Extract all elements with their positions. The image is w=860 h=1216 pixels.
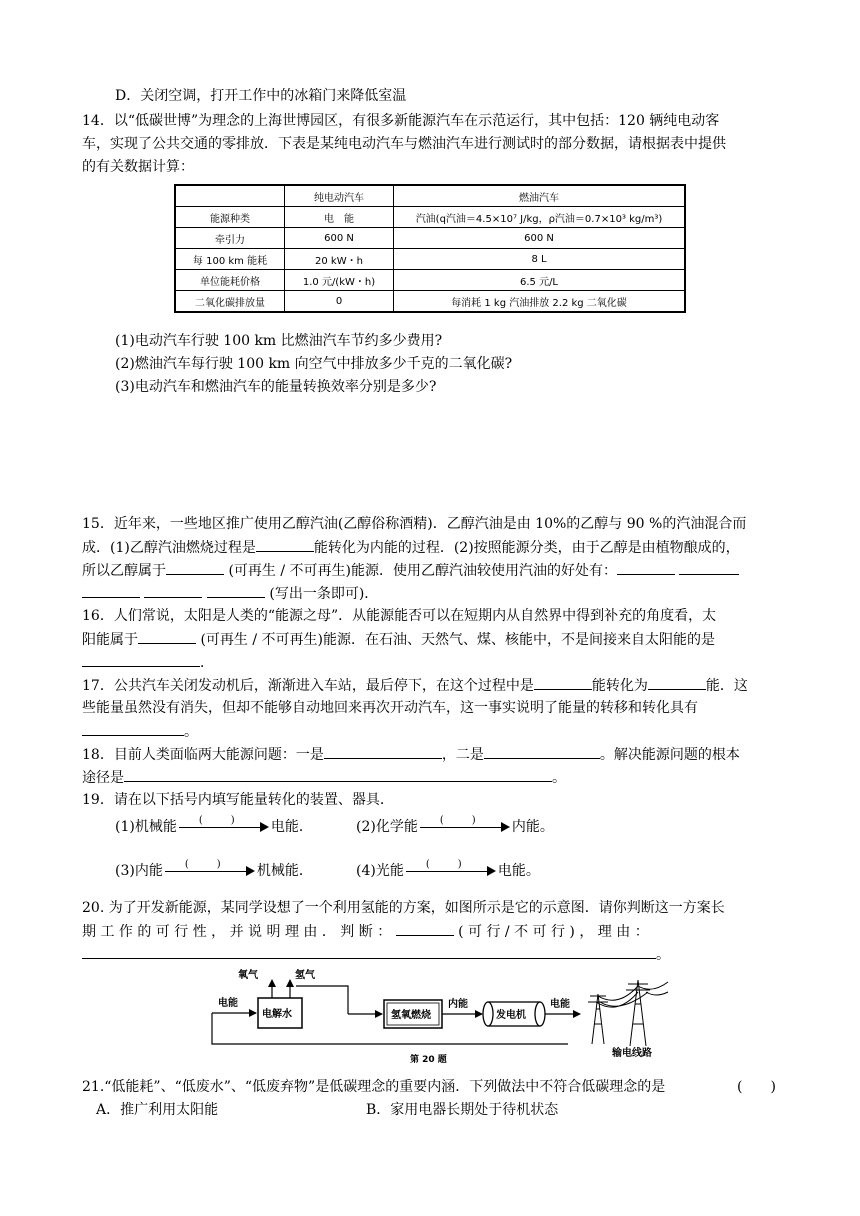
- q15-stem-line4: [82, 583, 782, 604]
- hydrogen-pipe: [296, 986, 348, 1014]
- q17-stem-line3: [82, 721, 782, 742]
- answer-blank[interactable]: [256, 537, 314, 552]
- power-in-label: 电能: [218, 998, 238, 1009]
- q19-from: (3)内能: [115, 863, 163, 879]
- answer-parentheses[interactable]: (): [184, 859, 249, 870]
- table-cell: 每 100 km 能耗: [175, 249, 285, 270]
- table-cell: 0: [285, 291, 394, 313]
- table-cell: 二氧化碳排放量: [175, 291, 285, 313]
- q20-stem-line1: 20. 为了开发新能源，某同学设想了一个利用氢能的方案，如图所示是它的示意图．请你判断这一方案长: [82, 900, 725, 916]
- q17-text: 17．公共汽车关闭发动机后，渐渐进入车站，最后停下，在这个过程中是: [82, 678, 534, 694]
- table-cell: 能源种类: [175, 207, 285, 228]
- table-row: [175, 249, 685, 270]
- table-row: [175, 207, 685, 228]
- table-cell: 纯电动汽车: [285, 185, 394, 207]
- q18-stem-line1: [82, 744, 782, 765]
- transmission-lines-label: 输电线路: [612, 1048, 652, 1059]
- q18-stem-line2: [82, 767, 782, 788]
- q16-text: (可再生 / 不可再生)能源．在石油、天然气、煤、核能中，不是间接来自太阳能的是: [196, 632, 715, 648]
- table-cell: 600 N: [394, 228, 686, 249]
- q19-item-2: [356, 816, 554, 838]
- q15-stem-line1: 15．近年来，一些地区推广使用乙醇汽油(乙醇俗称酒精)．乙醇汽油是由 10%的乙醇与 90 %的汽油混合而: [82, 516, 747, 532]
- q21-stem: [82, 1077, 782, 1097]
- q15-text: 能转化为内能的过程．(2)按照能源分类，由于乙醇是由植物酿成的，: [313, 540, 740, 556]
- q14-subquestion-1: (1)电动汽车行驶 100 km 比燃油汽车节约多少费用?: [115, 333, 443, 349]
- answer-blank[interactable]: [396, 921, 454, 936]
- q17-text: 。: [184, 724, 198, 740]
- q17-stem-line2: 些能量虽然没有消失，但却不能够自动地回来再次开动汽车，这一事实说明了能量的转移和转化具有: [82, 700, 698, 716]
- q14-stem-line2: 车，实现了公共交通的零排放．下表是某纯电动汽车与燃油汽车进行测试时的部分数据，请根据表中提供: [82, 136, 726, 152]
- q14-stem-line3: 的有关数据计算：: [82, 159, 194, 175]
- q19-from: (1)机械能: [115, 819, 177, 835]
- q18-text: ，二是: [441, 747, 484, 763]
- q19-to: 电能．: [270, 819, 313, 835]
- table-cell: 20 kW・h: [285, 249, 394, 270]
- answer-blank[interactable]: [484, 744, 600, 759]
- answer-blank[interactable]: [679, 560, 739, 575]
- q19-item-4: [356, 860, 540, 882]
- arrow-right-icon: [179, 815, 269, 834]
- q18-text: 。解决能源问题的根本: [599, 747, 740, 763]
- q16-text: 阳能属于: [82, 632, 138, 648]
- q21-options: [96, 1100, 796, 1120]
- generator-end: [535, 1002, 545, 1026]
- q20-text: 。: [656, 947, 670, 963]
- q19-item-3: [115, 860, 313, 882]
- answer-blank[interactable]: [82, 583, 140, 598]
- answer-blank[interactable]: [534, 675, 592, 690]
- table-cell: 燃油汽车: [394, 185, 686, 207]
- figure-caption: 第 20 题: [410, 1055, 447, 1064]
- arrow-right-icon: [406, 859, 496, 878]
- q19-to: 机械能．: [256, 863, 313, 879]
- q21-option-a: A．推广利用太阳能: [96, 1102, 219, 1118]
- fuel-label: 氢氧燃烧: [391, 1010, 431, 1021]
- table-cell: [175, 185, 285, 207]
- answer-blank[interactable]: [324, 744, 442, 759]
- q19-stem: 19．请在以下括号内填写能量转化的装置、器具．: [82, 792, 394, 808]
- oxygen-label: 氧气: [238, 970, 258, 981]
- hydrogen-label: 氢气: [295, 970, 315, 981]
- q15-text: (写出一条即可)．: [264, 586, 379, 602]
- answer-blank[interactable]: [207, 583, 265, 598]
- table-cell: 汽油(q汽油＝4.5×10⁷ J/kg，ρ汽油＝0.7×10³ kg/m³): [394, 207, 686, 228]
- table-row: [175, 270, 685, 291]
- table-cell: 6.5 元/L: [394, 270, 686, 291]
- q16-stem-line3: [82, 652, 782, 673]
- q18-text: 18．目前人类面临两大能源问题：一是: [82, 747, 324, 763]
- answer-blank[interactable]: [82, 652, 200, 667]
- answer-parentheses[interactable]: (): [425, 859, 490, 870]
- table-cell: 每消耗 1 kg 汽油排放 2.2 kg 二氧化碳: [394, 291, 686, 313]
- q18-text: 途径是: [82, 770, 124, 786]
- q20-stem-line2: [82, 921, 782, 942]
- q17-stem-line1: [82, 675, 782, 696]
- q21-text: 21.“低能耗”、“低废水”、“低废弃物”是低碳理念的重要内涵．下列做法中不符合低碳理念的是: [82, 1079, 666, 1095]
- q20-text: ( 可 行 / 不 可 行 ) ， 理 由 ：: [453, 924, 649, 940]
- answer-blank[interactable]: [144, 583, 202, 598]
- answer-blank[interactable]: [82, 721, 184, 736]
- answer-blank[interactable]: [617, 560, 675, 575]
- answer-bracket[interactable]: ( ): [737, 1079, 776, 1095]
- table-cell: 单位能耗价格: [175, 270, 285, 291]
- q15-text: 成．(1)乙醇汽油燃烧过程是: [82, 540, 256, 556]
- answer-parentheses[interactable]: (): [198, 815, 263, 826]
- answer-blank[interactable]: [82, 944, 656, 959]
- table-cell: 牵引力: [175, 228, 285, 249]
- table-row: [175, 185, 685, 207]
- q14-subquestion-2: (2)燃油汽车每行驶 100 km 向空气中排放多少千克的二氧化碳?: [115, 356, 513, 372]
- q14-data-table: [174, 184, 686, 313]
- answer-blank[interactable]: [648, 675, 706, 690]
- q19-from: (4)光能: [356, 863, 404, 879]
- generator-label: 发电机: [496, 1010, 526, 1021]
- table-row: [175, 291, 685, 313]
- q19-to: 电能。: [497, 863, 540, 879]
- q20-hydrogen-energy-diagram: [200, 964, 670, 1064]
- q21-option-b: B．家用电器长期处于待机状态: [366, 1102, 559, 1118]
- electrolysis-label: 电解水: [262, 1009, 292, 1020]
- arrow-right-icon: [165, 859, 255, 878]
- q15-stem-line2: [82, 537, 782, 558]
- table-cell: 600 N: [285, 228, 394, 249]
- q15-text: 所以乙醇属于: [82, 563, 166, 579]
- table-row: [175, 228, 685, 249]
- heat-label: 内能: [448, 999, 468, 1010]
- arrow-right-icon: [420, 815, 510, 834]
- q19-item-1: [115, 816, 313, 838]
- power-out-label: 电能: [550, 999, 570, 1010]
- q14-subquestion-3: (3)电动汽车和燃油汽车的能量转换效率分别是多少?: [115, 379, 437, 395]
- q16-text: ．: [200, 655, 214, 671]
- q17-text: 能．这: [705, 678, 748, 694]
- answer-blank[interactable]: [166, 560, 224, 575]
- transmission-tower-icon: [588, 980, 668, 1046]
- table-cell: 1.0 元/(kW・h): [285, 270, 394, 291]
- table-cell: 电 能: [285, 207, 394, 228]
- q20-text: 期 工 作 的 可 行 性 ， 并 说 明 理 由 ． 判 断 ：: [82, 924, 392, 940]
- table-cell: 8 L: [394, 249, 686, 270]
- q20-stem-line3: [82, 944, 782, 965]
- q17-text: 能转化为: [591, 678, 648, 694]
- q16-stem-line2: [82, 629, 782, 650]
- q14-stem-line1: 14．以“低碳世博”为理念的上海世博园区，有很多新能源汽车在示范运行，其中包括：120 辆纯电动客: [82, 113, 720, 129]
- q19-from: (2)化学能: [356, 819, 418, 835]
- q15-text: (可再生 / 不可再生)能源．使用乙醇汽油较使用汽油的好处有：: [224, 563, 617, 579]
- q13-option-d: D．关闭空调，打开工作中的冰箱门来降低室温: [115, 88, 407, 104]
- answer-blank[interactable]: [124, 767, 552, 782]
- q16-stem-line1: 16．人们常说，太阳是人类的“能源之母”．从能源能否可以在短期内从自然界中得到补充的角度看，太: [82, 608, 717, 624]
- answer-blank[interactable]: [138, 629, 196, 644]
- generator-end: [483, 1002, 493, 1026]
- q18-text: 。: [552, 770, 566, 786]
- answer-parentheses[interactable]: (): [439, 815, 504, 826]
- q15-stem-line3: [82, 560, 782, 581]
- q19-to: 内能。: [511, 819, 554, 835]
